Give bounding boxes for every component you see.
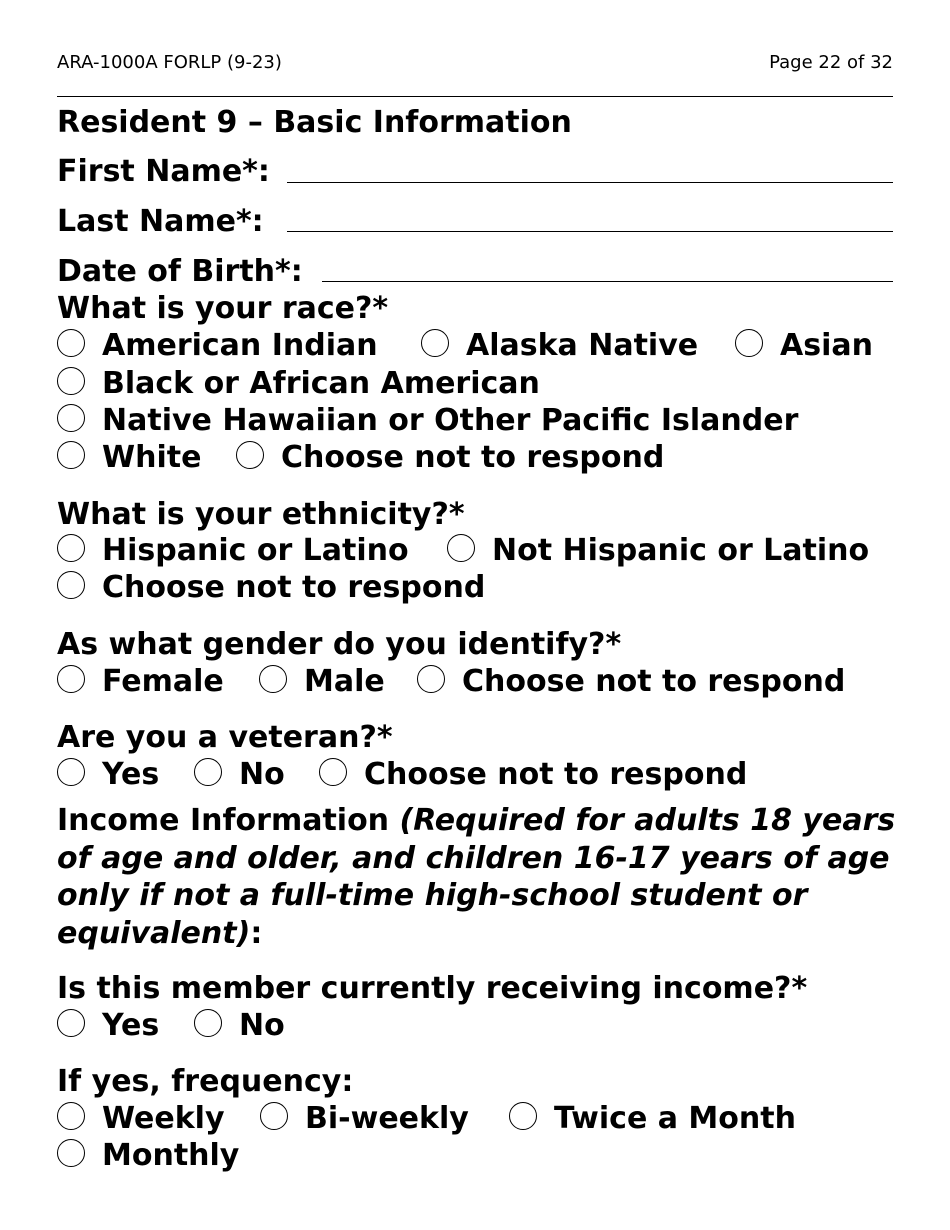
frequency-option-weekly[interactable]: [57, 1100, 225, 1137]
gender-option-no-response[interactable]: [417, 663, 845, 700]
radio-button[interactable]: [57, 665, 85, 693]
last-name-field[interactable]: [287, 231, 893, 232]
radio-button[interactable]: [57, 758, 85, 786]
radio-button[interactable]: [57, 441, 85, 469]
option-label: No: [239, 757, 285, 792]
radio-button[interactable]: [319, 758, 347, 786]
frequency-question: If yes, frequency:: [57, 1064, 354, 1099]
radio-button[interactable]: [57, 571, 85, 599]
radio-button[interactable]: [417, 665, 445, 693]
radio-button[interactable]: [57, 404, 85, 432]
option-label: Choose not to respond: [281, 440, 665, 475]
radio-button[interactable]: [57, 1102, 85, 1130]
option-label: No: [239, 1008, 285, 1043]
radio-button[interactable]: [236, 441, 264, 469]
option-label: Twice a Month: [554, 1101, 796, 1136]
option-label: Female: [102, 664, 224, 699]
veteran-question: Are you a veteran?*: [57, 720, 393, 755]
ethnicity-question: What is your ethnicity?*: [57, 497, 465, 532]
ethnicity-option-not-hispanic[interactable]: [447, 532, 869, 569]
radio-button[interactable]: [57, 534, 85, 562]
option-label: Male: [304, 664, 385, 699]
radio-button[interactable]: [57, 1009, 85, 1037]
race-question: What is your race?*: [57, 291, 389, 326]
income-information-note: (Required for adults 18 years of age and older, and children 16-17 years of age only if not a full-time high-school student or equivalent): [57, 803, 896, 951]
frequency-option-twice-a-month[interactable]: [509, 1100, 796, 1137]
radio-button[interactable]: [194, 758, 222, 786]
option-label: Monthly: [102, 1138, 240, 1173]
race-option-black[interactable]: [57, 365, 540, 402]
page-number: Page 22 of 32: [769, 52, 893, 73]
radio-button[interactable]: [447, 534, 475, 562]
gender-option-male[interactable]: [259, 663, 385, 700]
radio-button[interactable]: [735, 329, 763, 357]
race-option-american-indian[interactable]: [57, 327, 378, 364]
race-option-no-response[interactable]: [236, 439, 664, 476]
race-option-alaska-native[interactable]: [421, 327, 698, 364]
radio-button[interactable]: [57, 329, 85, 357]
income-information-suffix: :: [250, 915, 263, 951]
income-information-label: Income Information: [57, 803, 400, 838]
income-information-heading: [57, 802, 907, 952]
last-name-label: Last Name*:: [57, 204, 264, 239]
ethnicity-option-no-response[interactable]: [57, 569, 485, 606]
radio-button[interactable]: [57, 1139, 85, 1167]
option-label: Choose not to respond: [364, 757, 748, 792]
option-label: American Indian: [102, 328, 378, 363]
first-name-field[interactable]: [287, 182, 893, 183]
veteran-option-yes[interactable]: [57, 756, 159, 793]
frequency-option-biweekly[interactable]: [260, 1100, 469, 1137]
option-label: Yes: [102, 757, 160, 792]
radio-button[interactable]: [57, 367, 85, 395]
race-option-pacific-islander[interactable]: [57, 402, 798, 439]
header-divider: [57, 96, 893, 97]
radio-button[interactable]: [194, 1009, 222, 1037]
option-label: Not Hispanic or Latino: [492, 533, 870, 568]
option-label: Bi-weekly: [305, 1101, 469, 1136]
option-label: Weekly: [102, 1101, 225, 1136]
income-option-yes[interactable]: [57, 1007, 159, 1044]
income-option-no[interactable]: [194, 1007, 285, 1044]
dob-field[interactable]: [322, 281, 893, 282]
radio-button[interactable]: [421, 329, 449, 357]
form-id: ARA-1000A FORLP (9-23): [57, 52, 282, 73]
race-option-asian[interactable]: [735, 327, 873, 364]
gender-question: As what gender do you identify?*: [57, 627, 622, 662]
option-label: Native Hawaiian or Other Pacific Islander: [102, 403, 799, 438]
option-label: Choose not to respond: [102, 570, 486, 605]
section-title: Resident 9 – Basic Information: [57, 105, 572, 140]
option-label: Black or African American: [102, 366, 540, 401]
ethnicity-option-hispanic[interactable]: [57, 532, 409, 569]
option-label: Asian: [780, 328, 873, 363]
radio-button[interactable]: [509, 1102, 537, 1130]
radio-button[interactable]: [260, 1102, 288, 1130]
frequency-option-monthly[interactable]: [57, 1137, 239, 1174]
first-name-label: First Name*:: [57, 154, 270, 189]
option-label: Yes: [102, 1008, 160, 1043]
veteran-option-no[interactable]: [194, 756, 285, 793]
radio-button[interactable]: [259, 665, 287, 693]
option-label: Alaska Native: [466, 328, 699, 363]
veteran-option-no-response[interactable]: [319, 756, 747, 793]
gender-option-female[interactable]: [57, 663, 224, 700]
option-label: Choose not to respond: [462, 664, 846, 699]
race-option-white[interactable]: [57, 439, 201, 476]
option-label: Hispanic or Latino: [102, 533, 409, 568]
option-label: White: [102, 440, 202, 475]
income-question: Is this member currently receiving income?*: [57, 971, 808, 1006]
dob-label: Date of Birth*:: [57, 254, 303, 289]
